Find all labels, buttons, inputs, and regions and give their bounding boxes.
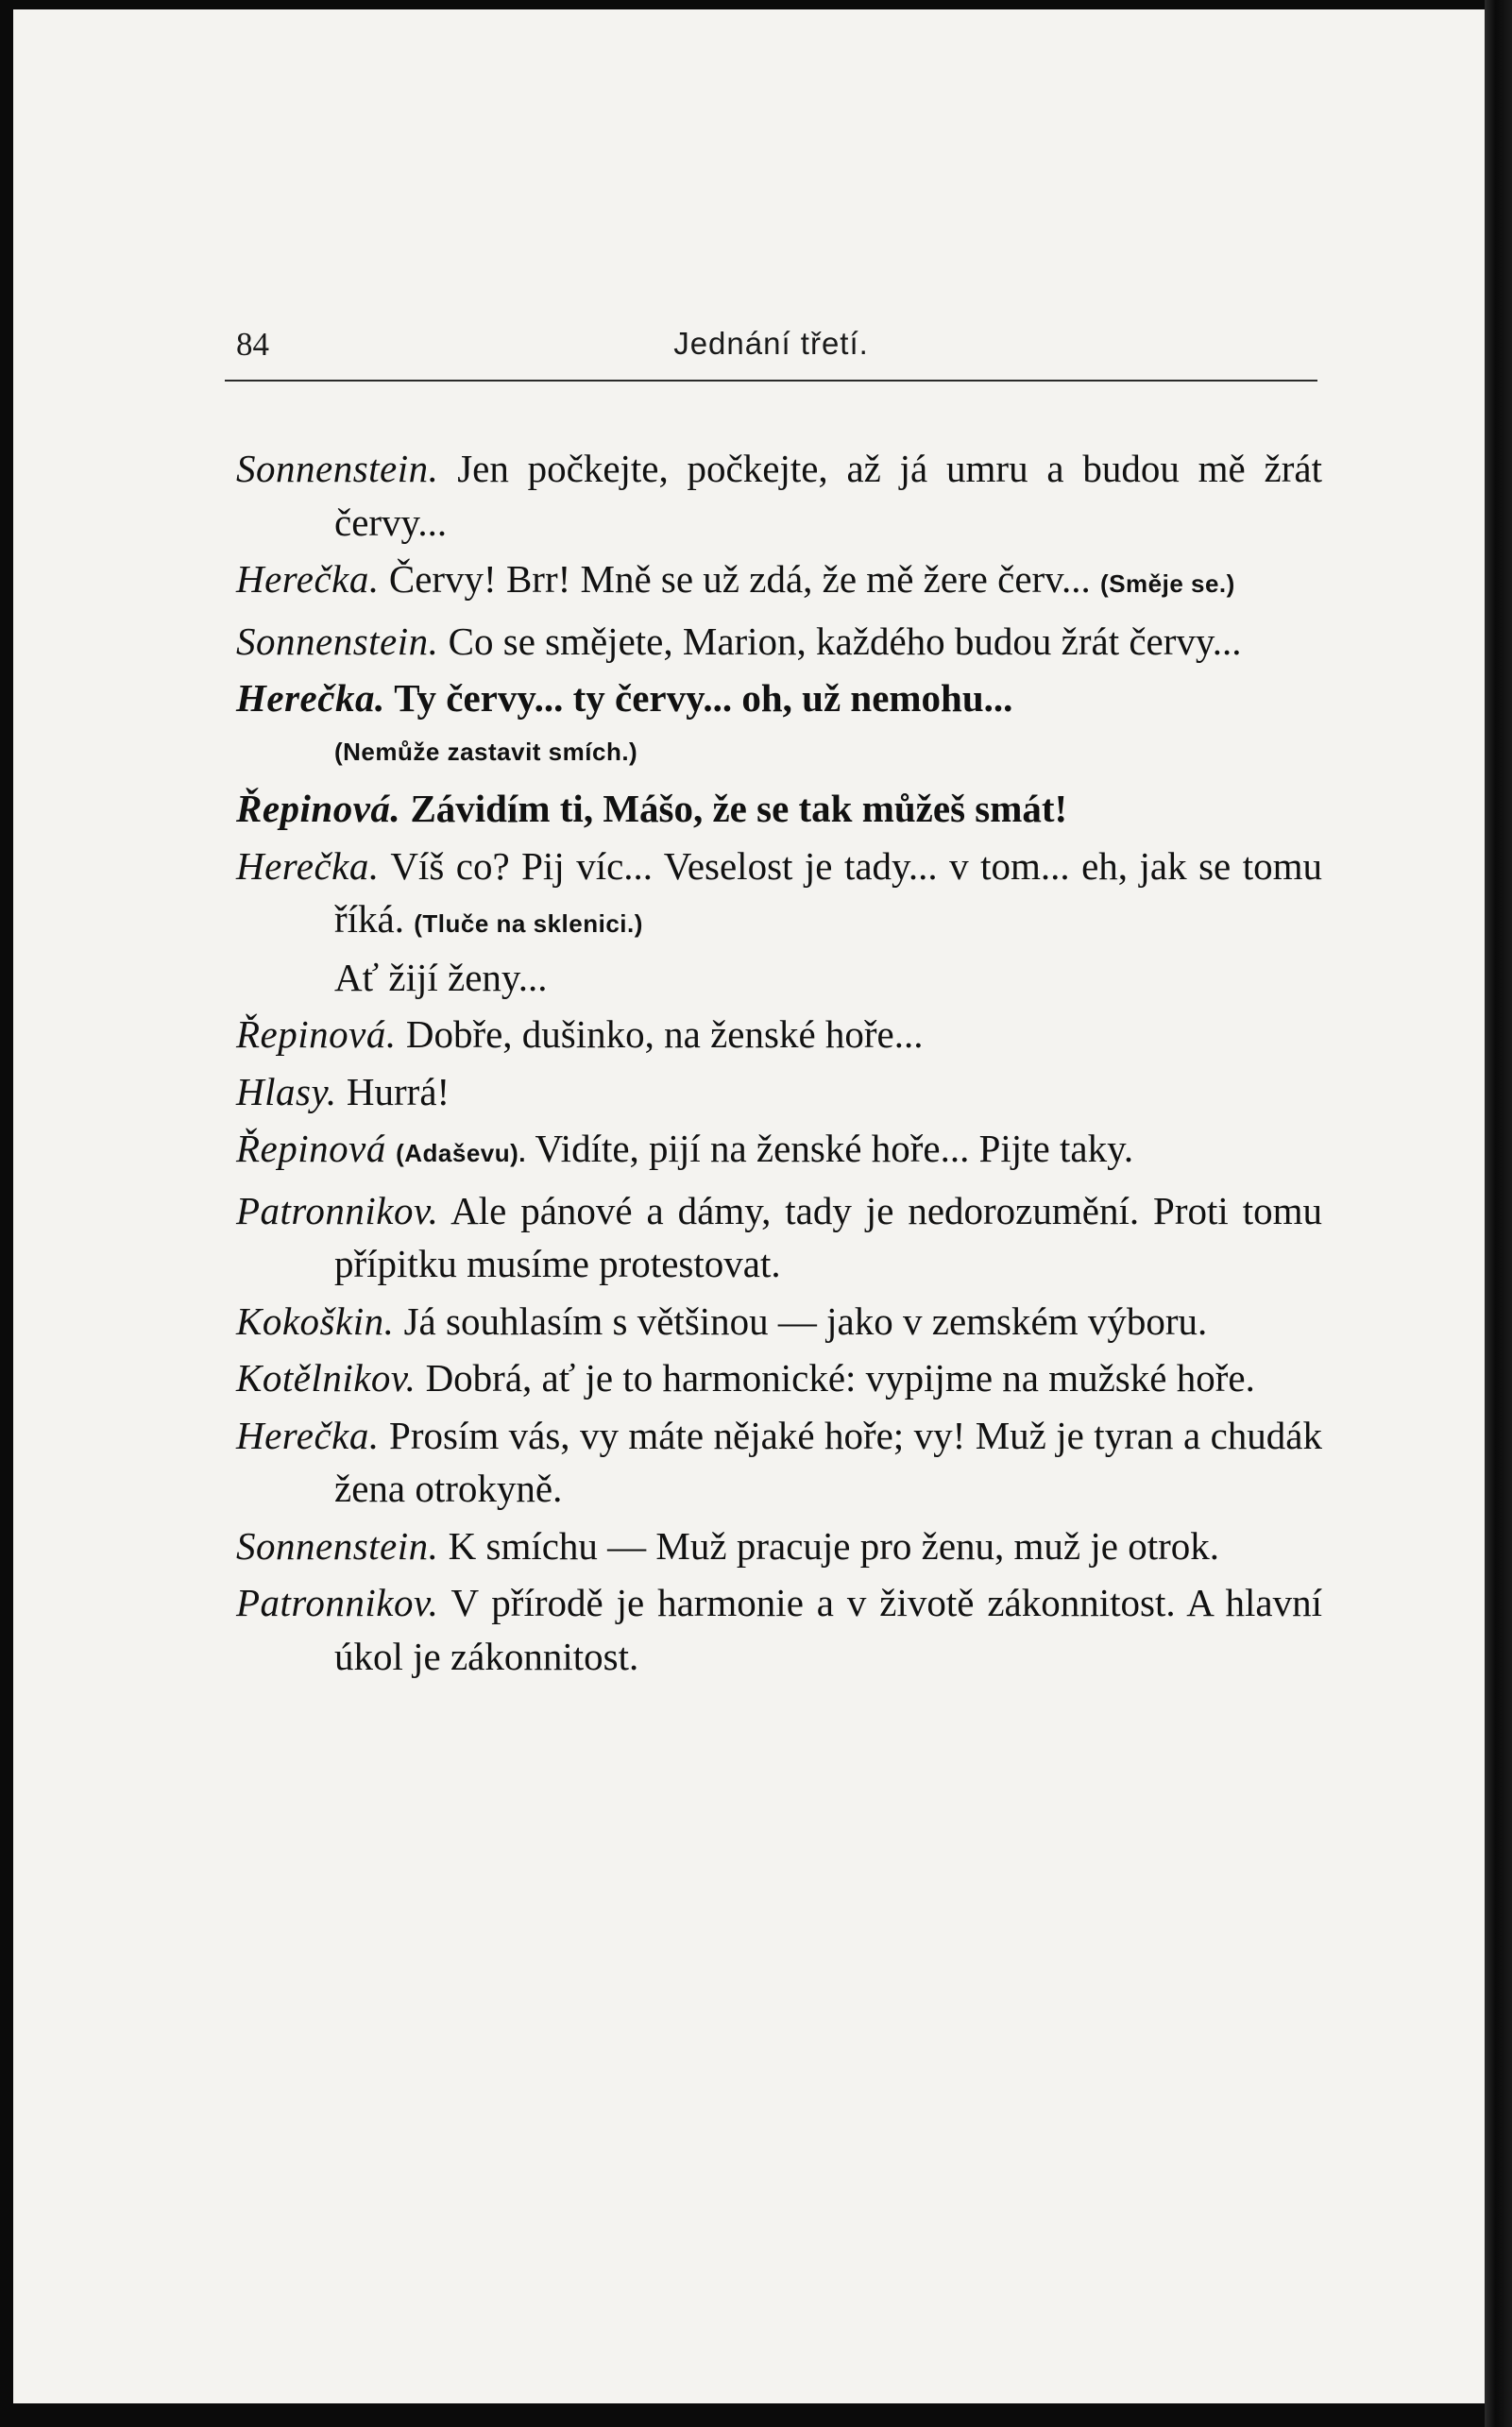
- speech-text: Ty červy... ty červy... oh, už nemohu...: [394, 676, 1013, 720]
- header-rule: [225, 380, 1317, 382]
- speaker-name: Sonnenstein.: [236, 447, 439, 490]
- speech-text: Prosím vás, vy máte nějaké hoře; vy! Muž je tyran a chudák žena otrokyně.: [334, 1413, 1323, 1510]
- running-title: Jednání třetí.: [673, 326, 869, 361]
- speech-text-continued: Ať žijí ženy...: [334, 955, 548, 999]
- dialogue-line: [236, 552, 1322, 611]
- speaker-name: Hlasy.: [236, 1069, 337, 1113]
- speech-text: V přírodě je harmonie a v životě zákonnitost. A hlavní úkol je zákonnitost.: [334, 1581, 1322, 1678]
- stage-direction: (Nemůže zastavit smích.): [334, 737, 638, 766]
- speaker-name: Řepinová: [236, 1127, 386, 1170]
- speech-text: Hurrá!: [346, 1069, 450, 1113]
- speech-text: Ale pánové a dámy, tady je nedorozumění. Proti tomu přípitku musíme protestovat.: [334, 1188, 1322, 1285]
- speaker-name: Sonnenstein.: [236, 1523, 439, 1568]
- dialogue-line: [236, 1409, 1322, 1516]
- stage-direction: (Adaševu).: [396, 1139, 527, 1167]
- dialogue-line: [236, 1351, 1322, 1405]
- dialogue-line: [236, 615, 1322, 669]
- speaker-name: Herečka.: [236, 1413, 380, 1457]
- dialogue-line: [236, 1519, 1322, 1573]
- dialogue-line: [236, 1065, 1322, 1119]
- dialogue-line: [236, 1184, 1322, 1291]
- speech-text: Víš co? Pij víc... Veselost je tady... v tom... eh, jak se tomu říká.: [334, 843, 1322, 941]
- speaker-name: Patronnikov.: [236, 1581, 439, 1624]
- speech-text: Jen počkejte, počkejte, až já umru a budou mě žrát červy...: [334, 447, 1322, 544]
- speech-text: Dobrá, ať je to harmonické: vypijme na mužské hoře.: [425, 1356, 1255, 1400]
- stage-direction: (Směje se.): [1100, 569, 1235, 598]
- dialogue-line: [236, 1122, 1322, 1180]
- speaker-name: Sonnenstein.: [236, 619, 439, 663]
- speaker-name: Herečka.: [236, 676, 385, 720]
- speaker-name: Kokoškin.: [236, 1298, 395, 1343]
- page-number: 84: [236, 326, 269, 363]
- speech-text: Závidím ti, Mášo, že se tak můžeš smát!: [410, 787, 1068, 830]
- speech-text: Co se smějete, Marion, každého budou žrát červy...: [448, 619, 1242, 663]
- dialogue-line: [236, 1008, 1322, 1061]
- page-header: [225, 326, 1317, 373]
- speech-text: K smíchu — Muž pracuje pro ženu, muž je otrok.: [448, 1523, 1219, 1568]
- speech-text: Já souhlasím s většinou — jako v zemském výboru.: [403, 1298, 1208, 1343]
- speaker-name: Patronnikov.: [236, 1188, 439, 1232]
- stage-direction: (Tluče na sklenici.): [414, 909, 643, 938]
- dialogue-line: [236, 1576, 1322, 1683]
- dialogue-line: [236, 782, 1322, 836]
- speaker-name: Herečka.: [236, 557, 380, 601]
- speech-text: Dobře, dušinko, na ženské hoře...: [405, 1012, 924, 1056]
- dialogue-line: [236, 442, 1322, 549]
- dialogue-line: [236, 840, 1322, 1005]
- dialogue-line: [236, 671, 1322, 778]
- speaker-name: Herečka.: [236, 843, 380, 888]
- dialogue-text: [236, 442, 1322, 1687]
- speaker-name: Řepinová.: [236, 787, 401, 830]
- book-spine-edge: [1485, 0, 1512, 2427]
- speaker-name: Kotělnikov.: [236, 1356, 416, 1400]
- speaker-name: Řepinová.: [236, 1012, 397, 1056]
- speech-text: Červy! Brr! Mně se už zdá, že mě žere červ...: [388, 557, 1091, 601]
- dialogue-line: [236, 1295, 1322, 1349]
- speech-text: Vidíte, pijí na ženské hoře... Pijte taky.: [535, 1127, 1134, 1170]
